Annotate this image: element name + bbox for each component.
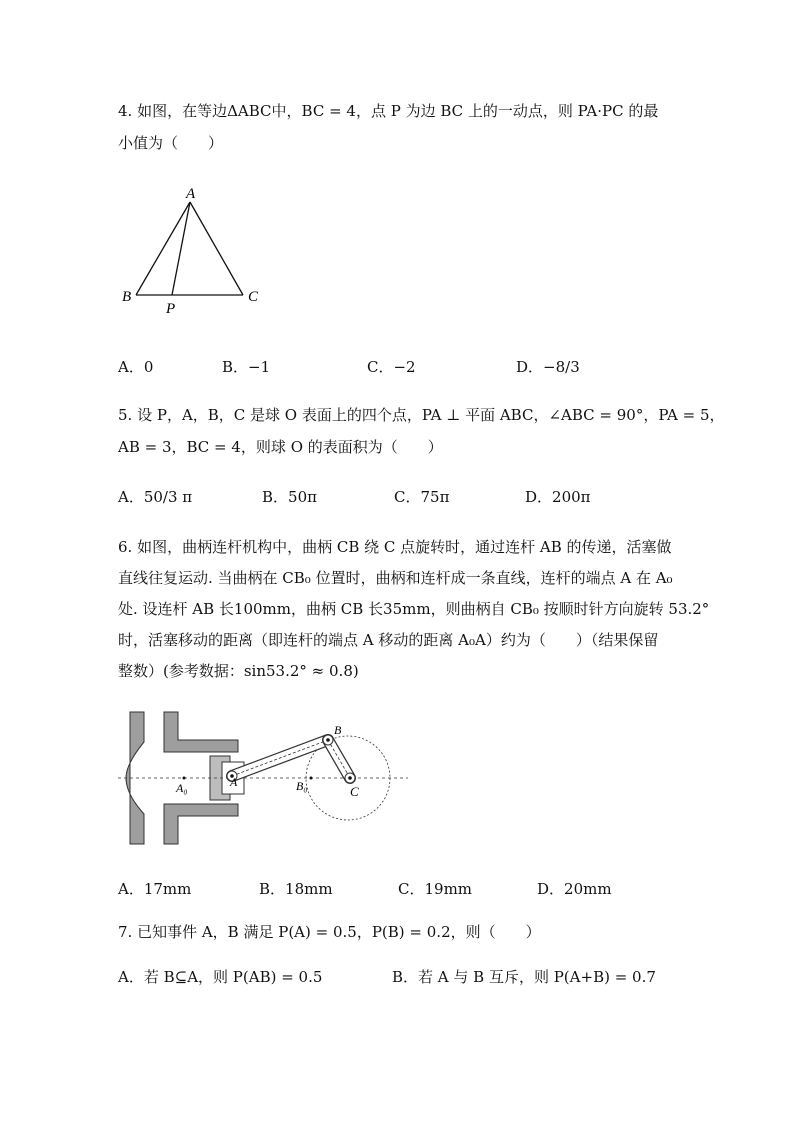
label-P: P xyxy=(166,301,176,317)
side-AC xyxy=(190,202,243,295)
lower-guide xyxy=(164,804,238,844)
q4-option-c: C．−2 xyxy=(367,358,416,376)
q6-line-4: 时，活塞移动的距离（即连杆的端点 A 移动的距离 A₀A）约为（ ）（结果保留 xyxy=(118,631,659,649)
q4-line-1: 4. 如图，在等边ΔABC中，BC = 4，点 P 为边 BC 上的一动点，则 PA·PC 的最 xyxy=(118,102,659,120)
label-C: C xyxy=(248,289,259,305)
q4-option-a: A．0 xyxy=(118,358,154,376)
q4-line-2: 小值为（ ） xyxy=(118,134,224,152)
q5-option-a: A．50/3 π xyxy=(118,488,193,506)
label-B: B xyxy=(122,289,132,305)
point-A0 xyxy=(183,777,186,780)
label-A0: A₀ xyxy=(176,781,188,795)
q4-option-b: B．−1 xyxy=(222,358,271,376)
q6-line-5: 整数）(参考数据：sin53.2° ≈ 0.8) xyxy=(118,662,359,680)
q6-line-3: 处. 设连杆 AB 长100mm，曲柄 CB 长35mm，则曲柄自 CB₀ 按顺时针方向旋转 53.2° xyxy=(118,600,710,618)
side-AB xyxy=(136,202,190,295)
q5-line-1: 5. 设 P，A，B，C 是球 O 表面上的四个点，PA ⊥ 平面 ABC，∠ABC = 90°，PA = 5， xyxy=(118,406,725,424)
q5-option-c: C．75π xyxy=(394,488,450,506)
segment-AP xyxy=(172,202,190,295)
q6-option-c: C．19mm xyxy=(398,880,473,898)
label-B: B xyxy=(334,723,342,737)
q4-option-d: D．−8/3 xyxy=(516,358,580,376)
q6-line-2: 直线往复运动. 当曲柄在 CB₀ 位置时，曲柄和连杆成一条直线，连杆的端点 A 在 A₀ xyxy=(118,569,673,587)
q5-option-b: B．50π xyxy=(262,488,317,506)
crank-mechanism-figure xyxy=(118,704,408,852)
q6-option-b: B．18mm xyxy=(259,880,333,898)
label-A: A xyxy=(186,186,196,202)
cylinder-wall xyxy=(126,712,144,844)
label-A: A xyxy=(230,775,238,789)
q4-triangle-figure xyxy=(110,180,270,320)
label-B0: B₀ xyxy=(296,779,308,793)
q6-option-d: D．20mm xyxy=(537,880,612,898)
q7-option-b: B．若 A 与 B 互斥，则 P(A+B) = 0.7 xyxy=(392,968,656,986)
upper-guide xyxy=(164,712,238,752)
point-B0 xyxy=(310,777,313,780)
q7-option-a: A．若 B⊆A，则 P(AB) = 0.5 xyxy=(118,968,323,986)
label-C: C xyxy=(350,784,359,799)
q5-option-d: D．200π xyxy=(525,488,591,506)
q6-line-1: 6. 如图，曲柄连杆机构中，曲柄 CB 绕 C 点旋转时，通过连杆 AB 的传递，活塞做 xyxy=(118,538,672,556)
q5-line-2: AB = 3，BC = 4，则球 O 的表面积为（ ） xyxy=(118,438,443,456)
q7-line-1: 7. 已知事件 A，B 满足 P(A) = 0.5，P(B) = 0.2，则（ ） xyxy=(118,923,541,941)
q6-option-a: A．17mm xyxy=(118,880,192,898)
